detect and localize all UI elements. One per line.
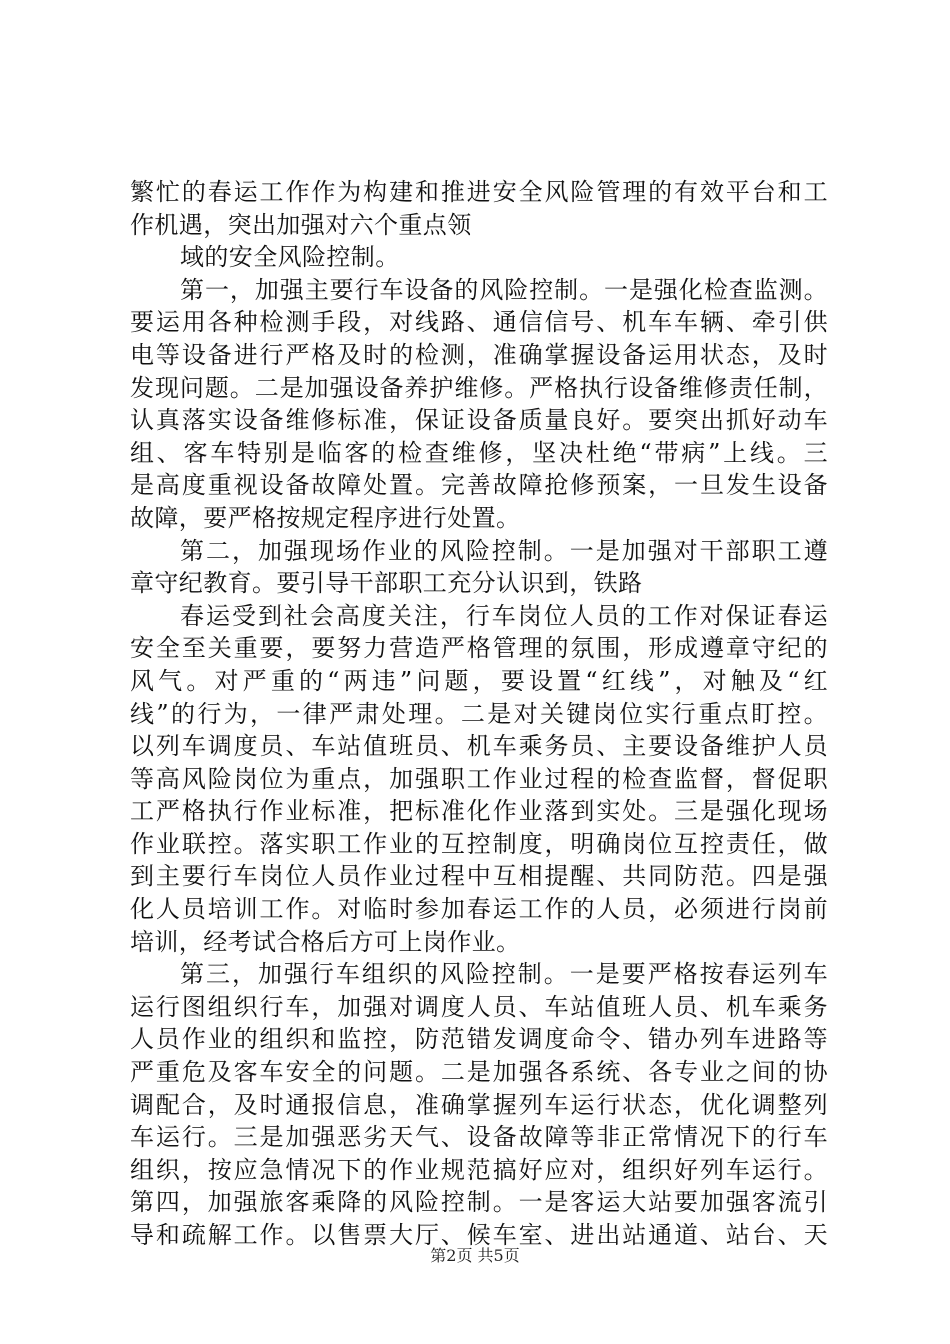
text-line: 电等设备进行严格及时的检测，准确掌握设备运用状态，及时 [130,340,828,369]
body-text [130,176,828,1252]
text-line: 组、客车特别是临客的检查维修，坚决杜绝“带病”上线。三 [130,438,828,467]
text-line: 严重危及客车安全的问题。二是加强各系统、各专业之间的协 [130,1058,828,1087]
text-line: 繁忙的春运工作作为构建和推进安全风险管理的有效平台和工 [130,178,828,206]
text-line: 要运用各种检测手段，对线路、通信信号、机车车辆、牵引供 [130,308,828,337]
text-line: 组织，按应急情况下的作业规范搞好应对，组织好列车运行。 [130,1155,828,1184]
text-line: 人员作业的组织和监控，防范错发调度命令、错办列车进路等 [130,1025,828,1054]
text-line: 章守纪教育。要引导干部职工充分认识到，铁路 [130,569,643,598]
text-line: 作业联控。落实职工作业的互控制度，明确岗位互控责任，做 [130,829,828,858]
text-line: 春运受到社会高度关注，行车岗位人员的工作对保证春运 [180,601,828,630]
text-line: 风气。对严重的“两违”问题，要设置“红线”，对触及“红 [130,666,828,695]
text-line: 第三，加强行车组织的风险控制。一是要严格按春运列车 [180,960,828,989]
text-line: 安全至关重要，要努力营造严格管理的氛围，形成遵章守纪的 [130,634,828,663]
text-line: 域的安全风险控制。 [180,243,400,272]
text-line: 等高风险岗位为重点，加强职工作业过程的检查监督，督促职 [130,764,828,793]
text-line: 认真落实设备维修标准，保证设备质量良好。要突出抓好动车 [130,406,828,435]
text-line: 到主要行车岗位人员作业过程中互相提醒、共同防范。四是强 [130,862,828,891]
text-line: 作机遇，突出加强对六个重点领 [130,210,472,239]
text-line: 工严格执行作业标准，把标准化作业落到实处。三是强化现场 [130,797,828,826]
page-indicator: 第2页 共5页 [430,1246,520,1265]
text-line: 培训，经考试合格后方可上岗作业。 [130,927,521,956]
text-line: 运行图组织行车，加强对调度人员、车站值班人员、机车乘务 [130,992,828,1021]
page-footer [0,1243,950,1266]
text-line: 化人员培训工作。对临时参加春运工作的人员，必须进行岗前 [130,895,828,924]
text-line: 第一，加强主要行车设备的风险控制。一是强化检查监测。 [180,275,828,304]
text-line: 线”的行为，一律严肃处理。二是对关键岗位实行重点盯控。 [130,699,828,728]
text-line: 导和疏解工作。以售票大厅、候车室、进出站通道、站台、天 [130,1221,828,1249]
text-line: 调配合，及时通报信息，准确掌握列车运行状态，优化调整列 [130,1090,828,1119]
text-line: 以列车调度员、车站值班员、机车乘务员、主要设备维护人员 [130,732,828,761]
text-line: 故障，要严格按规定程序进行处置。 [130,503,521,532]
text-line: 是高度重视设备故障处置。完善故障抢修预案，一旦发生设备 [130,471,828,500]
text-line: 发现问题。二是加强设备养护维修。严格执行设备维修责任制， [130,373,828,402]
text-line: 第二，加强现场作业的风险控制。一是加强对干部职工遵 [180,536,828,565]
text-line: 车运行。三是加强恶劣天气、设备故障等非正常情况下的行车 [130,1123,828,1152]
text-line: 第四，加强旅客乘降的风险控制。一是客运大站要加强客流引 [130,1188,828,1217]
